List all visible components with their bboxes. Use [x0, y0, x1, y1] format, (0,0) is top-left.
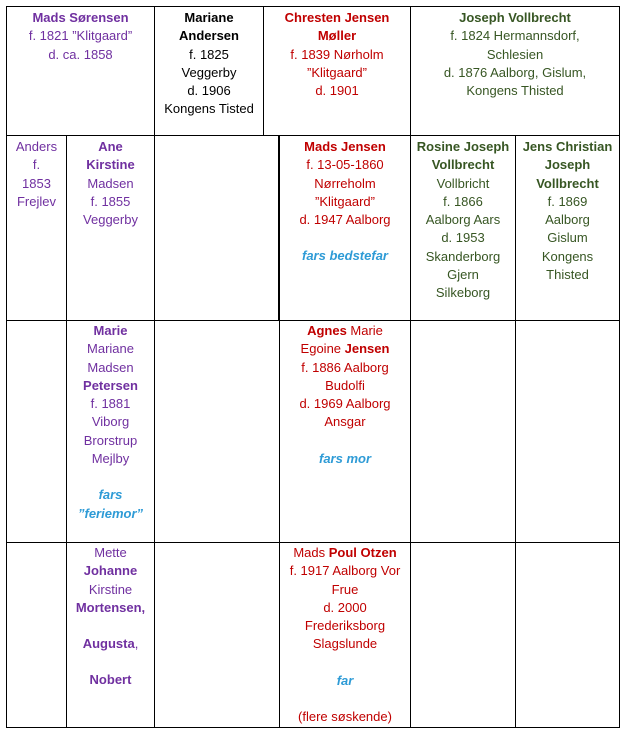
- death-place-2: Slagslunde: [312, 636, 378, 652]
- spacer: [280, 654, 410, 672]
- person-name: Joseph Vollbrecht: [459, 10, 571, 25]
- birth-place-4: Thisted: [546, 267, 589, 283]
- birth-line: f. 1824 Hermannsdorf,: [450, 28, 580, 44]
- person-name-last: Jensen: [344, 341, 390, 357]
- table-border-left: [6, 6, 7, 728]
- death-line: d. 1953: [441, 230, 485, 246]
- death-place-3: Silkeborg: [435, 285, 491, 301]
- person-name-last: Madsen: [87, 175, 134, 191]
- birth-place-3: Kongens: [541, 248, 594, 264]
- person-name-first: Mads: [293, 545, 329, 560]
- person-name-middle-2: Kirstine: [88, 581, 133, 597]
- person-agnes-jensen: [280, 322, 410, 468]
- person-name-first: Chresten Jensen: [284, 10, 390, 25]
- birth-place: Frejlev: [16, 193, 56, 209]
- person-name-middle-2: Madsen: [87, 359, 134, 375]
- spacer: [67, 468, 154, 486]
- death-line: d. 1906: [187, 83, 231, 99]
- person-mette-mortensen: [67, 544, 154, 690]
- person-name: Anders: [15, 139, 58, 154]
- comma: ,: [134, 636, 139, 652]
- spacer: [67, 653, 154, 671]
- spacer: [280, 432, 410, 450]
- person-anders: [7, 138, 66, 211]
- person-joseph-vollbrecht: [411, 9, 619, 100]
- birth-parish: Budolfi: [325, 377, 365, 393]
- person-name-last: Petersen: [83, 377, 138, 393]
- person-mads-sorensen: [7, 9, 154, 64]
- birth-line: f. 1917 Aalborg Vor: [289, 563, 401, 579]
- relation-note: far: [336, 672, 354, 688]
- person-name-first: Marie: [93, 323, 128, 338]
- person-name-last: Mortensen,: [75, 599, 146, 615]
- birth-line: f. 13-05-1860: [306, 157, 384, 173]
- birth-line: f. 1821 ”Klitgaard”: [28, 28, 133, 44]
- person-name-last: Vollbrecht: [431, 157, 495, 173]
- death-place-1: Skanderborg: [425, 248, 501, 264]
- relation-note: fars mor: [318, 450, 372, 466]
- person-name-line: [280, 322, 410, 340]
- person-name: Mads Sørensen: [32, 10, 129, 25]
- person-name-first: Jens Christian: [522, 139, 613, 154]
- person-mariane-andersen: [155, 9, 263, 119]
- farm-name: ”Klitgaard”: [315, 193, 375, 209]
- person-ane-kirstine: [67, 138, 154, 229]
- person-name-rest: Marie: [346, 323, 383, 338]
- alt-name-1: Augusta: [82, 636, 135, 652]
- birth-place: Veggerby: [83, 212, 138, 228]
- birth-parish: Frue: [331, 581, 359, 597]
- person-name-middle: Joseph: [544, 157, 591, 173]
- death-place-1: Frederiksborg: [304, 618, 386, 634]
- person-mads-jensen: [280, 138, 410, 266]
- table-border-top: [6, 6, 620, 7]
- death-line: d. 1876 Aalborg, Gislum,: [443, 64, 587, 80]
- person-name-middle: Johanne: [83, 563, 138, 579]
- death-parish: Ansgar: [324, 414, 366, 430]
- person-name-middle: Mariane: [87, 341, 134, 357]
- table-border-bottom: [6, 727, 620, 728]
- birth-line: f. 1839 Nørholm: [290, 46, 384, 62]
- place-3: Mejlby: [91, 451, 130, 467]
- row-divider-3: [6, 542, 620, 543]
- person-name-first: Mariane: [184, 10, 234, 25]
- alt-name-2: Nobert: [89, 672, 132, 688]
- person-rosine-vollbrecht: [411, 138, 515, 303]
- birth-place: Nørreholm: [314, 175, 376, 191]
- birth-place: Schlesien: [486, 46, 544, 62]
- relation-note-2: ”feriemor”: [77, 505, 144, 521]
- relation-note-1: fars: [98, 487, 123, 503]
- birth-line: f. 1881: [90, 396, 131, 412]
- birth-line: f. 1869: [547, 193, 588, 209]
- person-jens-christian-vollbrecht: [516, 138, 619, 284]
- person-poul-otzen: [280, 544, 410, 726]
- person-name-last: Vollbrecht: [536, 175, 599, 191]
- birth-place: Viborg: [91, 414, 130, 430]
- person-name-middle: Kirstine: [86, 157, 135, 173]
- birth-place-1: Aalborg: [545, 212, 590, 228]
- spacer: [280, 690, 410, 708]
- person-name-middle: Egoine: [300, 341, 345, 357]
- col-divider-b: [154, 135, 155, 728]
- person-name-first: Mette: [94, 545, 127, 560]
- birth-line: f. 1886 Aalborg: [301, 359, 389, 375]
- birth-place: Aalborg Aars: [425, 212, 501, 228]
- person-name-first: Rosine Joseph: [416, 139, 510, 154]
- person-name-first: Agnes: [307, 323, 347, 338]
- table-border-right: [619, 6, 620, 728]
- birth-year: 1853: [22, 175, 51, 191]
- birth-line: f. 1825: [189, 46, 229, 62]
- place-2: Brorstrup: [83, 432, 138, 448]
- birth-place-2: Gislum: [547, 230, 588, 246]
- row-divider-2: [6, 320, 620, 321]
- death-line: d. 1901: [315, 83, 359, 99]
- person-marie-petersen: [67, 322, 154, 523]
- relation-note: fars bedstefar: [302, 248, 388, 264]
- farm-name: ”Klitgaard”: [307, 64, 367, 80]
- siblings-note: (flere søskende): [298, 709, 392, 725]
- death-place-2: Gjern: [447, 267, 479, 283]
- birth-place: Veggerby: [181, 64, 237, 80]
- person-name: Mads Jensen: [304, 139, 386, 154]
- person-name-last: Andersen: [179, 28, 239, 44]
- person-name-rest: Poul Otzen: [328, 545, 397, 560]
- death-line: d. ca. 1858: [48, 46, 113, 62]
- row-divider-1: [6, 135, 620, 136]
- person-name-first: Ane: [98, 139, 123, 154]
- person-name-line: [67, 635, 154, 653]
- person-name-line-2: [280, 340, 410, 358]
- death-line: d. 1947 Aalborg: [299, 212, 391, 228]
- person-name-line: [280, 544, 410, 562]
- birth-line: f. 1855: [90, 193, 131, 209]
- birth-prefix: f.: [32, 157, 41, 173]
- birth-line: f. 1866: [443, 193, 483, 209]
- death-line: d. 2000: [323, 599, 367, 615]
- spacer: [280, 229, 410, 247]
- spacer: [67, 617, 154, 635]
- person-chresten-jensen: [264, 9, 410, 100]
- alt-spelling: Vollbricht: [436, 175, 490, 191]
- person-name-last: Møller: [317, 28, 357, 44]
- death-place: Kongens Tisted: [164, 101, 254, 117]
- death-line: d. 1969 Aalborg: [299, 396, 391, 412]
- death-place: Kongens Thisted: [466, 83, 564, 99]
